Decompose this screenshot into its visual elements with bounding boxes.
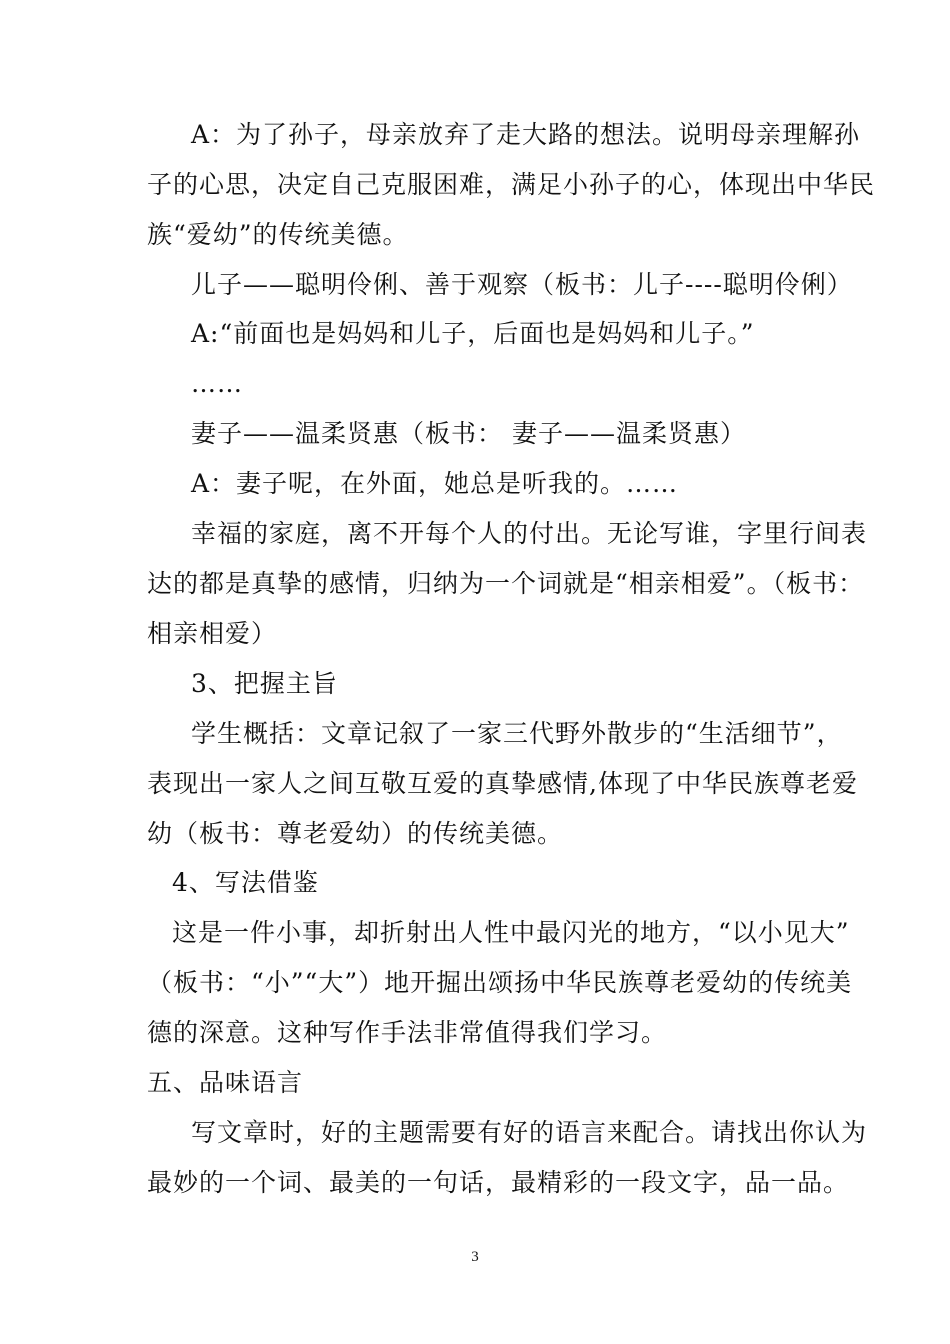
paragraph-line: 这是一件小事，却折射出人性中最闪光的地方，“以小见大”	[172, 918, 850, 947]
paragraph-line: （板书：“小”“大”）地开掘出颂扬中华民族尊老爱幼的传统美	[147, 968, 853, 997]
paragraph-line: 学生概括：文章记叙了一家三代野外散步的“生活细节”，	[191, 719, 843, 748]
section-heading: 3、把握主旨	[191, 669, 338, 698]
paragraph-line: 写文章时，好的主题需要有好的语言来配合。请找出你认为	[191, 1118, 868, 1147]
ellipsis-line: ……	[191, 369, 243, 398]
paragraph-line: A：为了孙子，母亲放弃了走大路的想法。说明母亲理解孙	[191, 120, 861, 149]
paragraph-line: A:“前面也是妈妈和儿子，后面也是妈妈和儿子。”	[191, 319, 755, 348]
paragraph-line: 幸福的家庭，离不开每个人的付出。无论写谁，字里行间表	[191, 519, 868, 548]
paragraph-line: 妻子——温柔贤惠（板书： 妻子——温柔贤惠）	[191, 419, 746, 448]
section-heading: 4、写法借鉴	[172, 868, 319, 897]
paragraph-line: 德的深意。这种写作手法非常值得我们学习。	[147, 1018, 668, 1047]
section-heading: 五、品味语言	[147, 1068, 304, 1097]
paragraph-line: 达的都是真挚的感情，归纳为一个词就是“相亲相爱”。（板书：	[147, 569, 865, 598]
paragraph-line: 子的心思，决定自己克服困难，满足小孙子的心，体现出中华民	[147, 170, 876, 199]
paragraph-line: 相亲相爱）	[147, 619, 278, 648]
page-number: 3	[471, 1249, 479, 1265]
paragraph-line: 表现出一家人之间互敬互爱的真挚感情,体现了中华民族尊老爱	[147, 769, 858, 798]
paragraph-line: A：妻子呢，在外面，她总是听我的。……	[191, 469, 679, 498]
paragraph-line: 最妙的一个词、最美的一句话，最精彩的一段文字，品一品。	[147, 1168, 850, 1197]
paragraph-line: 族“爱幼”的传统美德。	[147, 220, 409, 249]
paragraph-line: 幼（板书：尊老爱幼）的传统美德。	[147, 819, 564, 848]
paragraph-line: 儿子——聪明伶俐、善于观察（板书：儿子----聪明伶俐）	[191, 270, 853, 299]
